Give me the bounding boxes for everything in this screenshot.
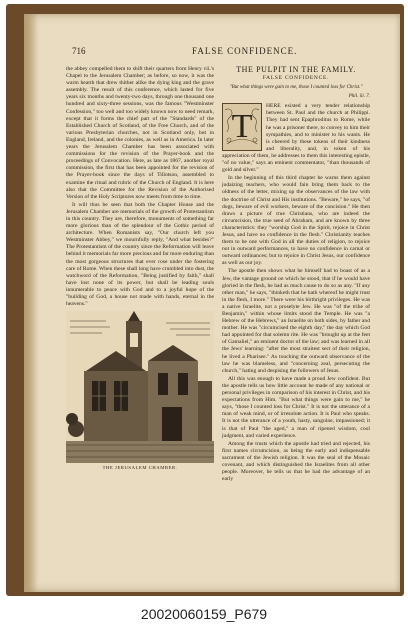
epigraph: "But what things were gain to me, those I counted loss for Christ."	[229, 85, 363, 91]
left-paragraph: It will thus be seen that both the Chapter House and the Jerusalem Chamber are memorials of the growth of Protestantism in this country. They are, therefore, monuments of something far more glorious than of the splendour of the Gothic period of architecture. When Romanists say, "Our church left you Westminster Abbey," we mournfully reply, "And what besides?" The Protestantism of the country since the Reformation will leave behind it memorials far more precious and far more enduring than the most gorgeous structures that ever rose under the fostering care of Rome. When these shall long have crumbled into dust, the watchword of the Reformation, "Being justified by faith," shall have lost none of its power, but shall be leading souls innumerable to peace with God and to a joyful hope of the "building of God, a house not made with hands, eternal in the heavens."	[66, 201, 214, 308]
running-head	[72, 46, 392, 58]
section-subtitle: FALSE CONFIDENCE.	[262, 75, 330, 82]
right-paragraph: Among the trusts which the apostle had tried and rejected, his first names circumcision, as being the early and indispensable sacrament of the Jewish religion. It was the seal of the Mosaic covenant, and which distinguished the Israelites from all other people. Moreover, he tells us that he had the advantage of an early	[222, 440, 370, 483]
book-binding	[6, 4, 404, 596]
jerusalem-chamber-engraving	[66, 311, 214, 463]
engraving-image	[66, 311, 214, 463]
page-gutter-shadow	[24, 14, 38, 592]
ornamental-dropcap	[222, 103, 262, 151]
right-column	[222, 66, 370, 484]
book-page	[24, 14, 400, 592]
illustration-caption: THE JERUSALEM CHAMBER.	[102, 465, 178, 471]
right-paragraph: All this was enough to have made a proud Jew confident. But the apostle tells us how little account he made of any national or personal privileges in comparison of his interest in Christ, and his expectations from Him. "But what things were gain to me," he says, "those I counted loss for Christ." It is not the utterance of a man of weak mind, or of irresolute action. It is Paul who speaks. It is not the utterance of a youth, hasty, sanguine, impassioned; it is that of Paul "the aged," a man of ripened wisdom, cool judgment, and varied experience.	[222, 375, 370, 439]
section-title: THE PULPIT IN THE FAMILY.	[236, 65, 356, 74]
image-id-label: 20020060159_P679	[140, 606, 268, 622]
left-paragraph: the abbey compelled them to shift their quarters from Henry vii.'s Chapel to the Jerusalem Chamber; as before, so now, it was the warm hearth that drew thither alike the dying king and the grave assembly. The result of this conference, which lasted for five years six months and twenty-two days, through one thousand one hundred and sixty-three sessions, was the famous "Westminster Confession," too well and too widely known now to need remark, except that it forms the chief part of the "Standards" of the Established Church of Scotland, of the Free Church, and of the various Presbyterian churches, not in Scotland only, but in England, Ireland, and the colonies, as well as in America. In later years the Jerusalem Chamber has been associated with commissions for the revision of the Prayer-book and the proceedings of Convocation. Here, as late as 1867, another royal commission, the first that has been appointed for the revision of the Prayer-book since the days of Tillotson, assembled to examine the ritual and rubric of the Church of England. It is here also that the Committee for the Revision of the Authorised Version of the Holy Scriptures now meets from time to time.	[66, 66, 214, 200]
right-paragraph: The apostle then shows what he himself had to boast of as a Jew, the vantage ground on which he stood, that if he would have gloried in the flesh, he had as much cause to do so as any. "If any other man," he says, "thinketh that he hath whereof he might trust in the flesh, I more." There were his birthright privileges. He was a native Israelite, not a proselyte Jew. He was "of the tribe of Benjamin," within whose limits stood the Temple. He was "a Hebrew of the Hebrews," an Israelite on both sides, by father and mother. He was "circumcised the eighth day," the day which God had appointed for that solemn rite. He was "brought up at the feet of Gamaliel," an eminent doctor of the law; and was learned in all the Jews' learning: "after the most straitest sect of their religion, he lived a Pharisee." As touching the outward observance of the law he was blameless, and "concerning zeal, persecuting the church," hating and despising the followers of Jesus.	[222, 268, 370, 374]
right-paragraph: HERE existed a very tender relationship between St. Paul and the church at Philippi. They had sent Epaphroditus to Rome, while he was a prisoner there, to convey to him their sympathies, and to minister to his wants. He is cheered by these tokens of their kindness and liberality, and, in token of his appreciation of them, he addresses to them this interesting epistle, "of no value," says an eminent commentator, "than thousands of gold and silver."	[222, 103, 370, 174]
opening-paragraph-block	[222, 103, 370, 174]
page-number: 716	[72, 46, 86, 56]
epigraph-reference: Phil. iii. 7.	[348, 94, 370, 100]
left-column	[66, 66, 214, 471]
running-title: FALSE CONFIDENCE.	[192, 46, 298, 56]
right-paragraph: In the beginning of this third chapter he warns them against judaizing teachers, who would fain bring them back to the oldness of the letter, mixing up the observances of the law with the doctrine of Christ and His institutions. "Beware," he says, "of dogs, beware of evil workers, beware of the concision." He then draws a picture of true Christians, who are indeed the circumcision, the true seed of Abraham, and are known by three characteristics: they "worship God in the Spirit, rejoice in Christ Jesus, and have no confidence in the flesh." Christianity teaches them to be one with God in all the duties of religion, to rejoice not in outward performances, to have no confidence in carnal or outward ordinances; but to rejoice in Christ Jesus, our confidence as well as our joy.	[222, 175, 370, 267]
dropcap-letter: T	[231, 108, 253, 146]
